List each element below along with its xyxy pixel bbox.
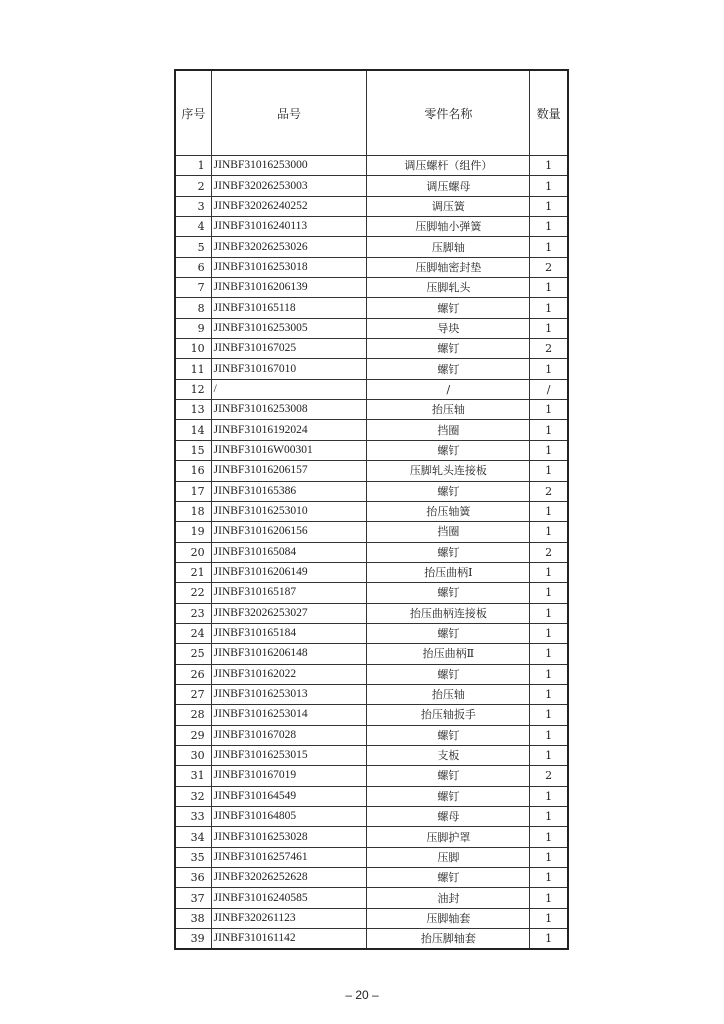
cell-code: JINBF310167019 <box>211 766 367 786</box>
table-row <box>175 644 568 664</box>
cell-qty: 1 <box>530 888 568 908</box>
table-row <box>175 868 568 888</box>
cell-name: 抬压轴扳手 <box>367 705 530 725</box>
cell-seq: 30 <box>175 745 211 765</box>
cell-code: JINBF310161142 <box>211 929 367 950</box>
cell-seq: 5 <box>175 237 211 257</box>
cell-code: JINBF31016206156 <box>211 522 367 542</box>
cell-code: JINBF310165118 <box>211 298 367 318</box>
cell-code: JINBF31016257461 <box>211 847 367 867</box>
cell-name: 导块 <box>367 318 530 338</box>
table-row <box>175 786 568 806</box>
cell-code: JINBF32026252628 <box>211 868 367 888</box>
cell-seq: 34 <box>175 827 211 847</box>
cell-qty: 1 <box>530 868 568 888</box>
table-row <box>175 807 568 827</box>
cell-name: 压脚轧头 <box>367 278 530 298</box>
table-row <box>175 908 568 928</box>
cell-name: 螺钉 <box>367 359 530 379</box>
cell-seq: 24 <box>175 623 211 643</box>
cell-seq: 26 <box>175 664 211 684</box>
cell-seq: 13 <box>175 400 211 420</box>
cell-seq: 31 <box>175 766 211 786</box>
cell-seq: 20 <box>175 542 211 562</box>
cell-qty: 1 <box>530 176 568 196</box>
cell-qty: 1 <box>530 400 568 420</box>
table-row <box>175 766 568 786</box>
cell-qty: / <box>530 379 568 399</box>
cell-seq: 18 <box>175 501 211 521</box>
table-row <box>175 339 568 359</box>
cell-name: 螺钉 <box>367 583 530 603</box>
cell-qty: 1 <box>530 705 568 725</box>
cell-name: 螺钉 <box>367 339 530 359</box>
cell-code: JINBF32026240252 <box>211 196 367 216</box>
cell-qty: 1 <box>530 359 568 379</box>
cell-code: / <box>211 379 367 399</box>
cell-code: JINBF310167010 <box>211 359 367 379</box>
cell-qty: 2 <box>530 481 568 501</box>
table-header-row <box>175 70 568 156</box>
cell-name: 抬压曲柄Ⅱ <box>367 644 530 664</box>
cell-name: 螺钉 <box>367 440 530 460</box>
cell-name: 挡圈 <box>367 522 530 542</box>
table-row <box>175 461 568 481</box>
cell-code: JINBF31016206149 <box>211 562 367 582</box>
table-row <box>175 623 568 643</box>
cell-qty: 1 <box>530 156 568 176</box>
cell-name: 油封 <box>367 888 530 908</box>
cell-name: 螺钉 <box>367 623 530 643</box>
table-row <box>175 217 568 237</box>
cell-qty: 2 <box>530 339 568 359</box>
cell-seq: 38 <box>175 908 211 928</box>
table-row <box>175 359 568 379</box>
parts-table <box>174 69 569 950</box>
cell-seq: 19 <box>175 522 211 542</box>
cell-qty: 1 <box>530 644 568 664</box>
cell-name: 螺母 <box>367 807 530 827</box>
cell-qty: 1 <box>530 725 568 745</box>
cell-seq: 29 <box>175 725 211 745</box>
cell-seq: 33 <box>175 807 211 827</box>
cell-qty: 1 <box>530 278 568 298</box>
cell-name: 支板 <box>367 745 530 765</box>
table-row <box>175 888 568 908</box>
cell-name: 螺钉 <box>367 664 530 684</box>
cell-name: 抬压轴 <box>367 400 530 420</box>
cell-code: JINBF310164805 <box>211 807 367 827</box>
cell-code: JINBF32026253026 <box>211 237 367 257</box>
cell-code: JINBF31016253005 <box>211 318 367 338</box>
cell-seq: 21 <box>175 562 211 582</box>
cell-name: 压脚轧头连接板 <box>367 461 530 481</box>
cell-code: JINBF310167028 <box>211 725 367 745</box>
table-row <box>175 562 568 582</box>
cell-seq: 39 <box>175 929 211 950</box>
cell-seq: 6 <box>175 257 211 277</box>
cell-seq: 4 <box>175 217 211 237</box>
table-row <box>175 420 568 440</box>
cell-seq: 1 <box>175 156 211 176</box>
cell-name: 抬压曲柄连接板 <box>367 603 530 623</box>
table-row <box>175 827 568 847</box>
cell-code: JINBF31016W00301 <box>211 440 367 460</box>
cell-code: JINBF310162022 <box>211 664 367 684</box>
cell-code: JINBF31016253028 <box>211 827 367 847</box>
cell-name: 螺钉 <box>367 725 530 745</box>
cell-name: 压脚护罩 <box>367 827 530 847</box>
cell-seq: 3 <box>175 196 211 216</box>
cell-seq: 28 <box>175 705 211 725</box>
table-row <box>175 176 568 196</box>
cell-name: 抬压轴 <box>367 684 530 704</box>
cell-qty: 1 <box>530 827 568 847</box>
cell-seq: 8 <box>175 298 211 318</box>
cell-code: JINBF31016253010 <box>211 501 367 521</box>
table-row <box>175 522 568 542</box>
cell-qty: 1 <box>530 908 568 928</box>
cell-name: 抬压轴簧 <box>367 501 530 521</box>
cell-qty: 1 <box>530 522 568 542</box>
cell-seq: 22 <box>175 583 211 603</box>
cell-name: 压脚 <box>367 847 530 867</box>
table-row <box>175 318 568 338</box>
cell-qty: 1 <box>530 562 568 582</box>
cell-qty: 1 <box>530 196 568 216</box>
cell-seq: 10 <box>175 339 211 359</box>
cell-name: 螺钉 <box>367 542 530 562</box>
cell-qty: 1 <box>530 217 568 237</box>
cell-qty: 1 <box>530 440 568 460</box>
cell-code: JINBF32026253027 <box>211 603 367 623</box>
cell-seq: 7 <box>175 278 211 298</box>
cell-name: 螺钉 <box>367 786 530 806</box>
cell-qty: 1 <box>530 745 568 765</box>
table-row <box>175 257 568 277</box>
table-row <box>175 237 568 257</box>
cell-code: JINBF310165187 <box>211 583 367 603</box>
cell-seq: 14 <box>175 420 211 440</box>
table-row <box>175 278 568 298</box>
cell-name: 压脚轴 <box>367 237 530 257</box>
cell-seq: 27 <box>175 684 211 704</box>
header-code: 品号 <box>211 70 367 156</box>
cell-code: JINBF32026253003 <box>211 176 367 196</box>
cell-code: JINBF31016253018 <box>211 257 367 277</box>
cell-name: 挡圈 <box>367 420 530 440</box>
cell-code: JINBF31016240585 <box>211 888 367 908</box>
cell-qty: 1 <box>530 664 568 684</box>
cell-name: 螺钉 <box>367 766 530 786</box>
cell-name: 螺钉 <box>367 298 530 318</box>
cell-name: 抬压曲柄Ⅰ <box>367 562 530 582</box>
cell-name: 调压簧 <box>367 196 530 216</box>
cell-name: 压脚轴小弹簧 <box>367 217 530 237</box>
table-row <box>175 501 568 521</box>
cell-seq: 2 <box>175 176 211 196</box>
cell-qty: 1 <box>530 461 568 481</box>
header-name: 零件名称 <box>367 70 530 156</box>
cell-code: JINBF310165084 <box>211 542 367 562</box>
cell-code: JINBF31016253014 <box>211 705 367 725</box>
cell-seq: 36 <box>175 868 211 888</box>
cell-qty: 1 <box>530 603 568 623</box>
cell-code: JINBF31016206148 <box>211 644 367 664</box>
cell-code: JINBF310164549 <box>211 786 367 806</box>
cell-code: JINBF31016253008 <box>211 400 367 420</box>
cell-code: JINBF310165386 <box>211 481 367 501</box>
table-row <box>175 379 568 399</box>
table-row <box>175 481 568 501</box>
table-row <box>175 400 568 420</box>
cell-qty: 1 <box>530 786 568 806</box>
cell-code: JINBF31016192024 <box>211 420 367 440</box>
table-row <box>175 664 568 684</box>
cell-seq: 11 <box>175 359 211 379</box>
cell-qty: 2 <box>530 542 568 562</box>
cell-code: JINBF310165184 <box>211 623 367 643</box>
cell-qty: 1 <box>530 237 568 257</box>
cell-seq: 17 <box>175 481 211 501</box>
cell-name: 调压螺杆（组件） <box>367 156 530 176</box>
cell-code: JINBF31016240113 <box>211 217 367 237</box>
cell-name: 调压螺母 <box>367 176 530 196</box>
table-row <box>175 705 568 725</box>
table-row <box>175 929 568 950</box>
table-row <box>175 745 568 765</box>
cell-qty: 2 <box>530 257 568 277</box>
table-row <box>175 603 568 623</box>
cell-name: 抬压脚轴套 <box>367 929 530 950</box>
cell-name: / <box>367 379 530 399</box>
cell-name: 螺钉 <box>367 868 530 888</box>
cell-qty: 1 <box>530 501 568 521</box>
cell-qty: 2 <box>530 766 568 786</box>
cell-seq: 16 <box>175 461 211 481</box>
cell-seq: 32 <box>175 786 211 806</box>
cell-seq: 25 <box>175 644 211 664</box>
cell-code: JINBF31016206157 <box>211 461 367 481</box>
cell-seq: 35 <box>175 847 211 867</box>
cell-qty: 1 <box>530 623 568 643</box>
cell-code: JINBF320261123 <box>211 908 367 928</box>
table-row <box>175 440 568 460</box>
cell-code: JINBF31016253013 <box>211 684 367 704</box>
cell-qty: 1 <box>530 420 568 440</box>
cell-qty: 1 <box>530 807 568 827</box>
cell-name: 压脚轴套 <box>367 908 530 928</box>
cell-name: 压脚轴密封垫 <box>367 257 530 277</box>
cell-code: JINBF31016253015 <box>211 745 367 765</box>
header-qty: 数量 <box>530 70 568 156</box>
cell-code: JINBF31016253000 <box>211 156 367 176</box>
table-row <box>175 298 568 318</box>
table-row <box>175 684 568 704</box>
cell-qty: 1 <box>530 318 568 338</box>
cell-seq: 15 <box>175 440 211 460</box>
cell-qty: 1 <box>530 929 568 950</box>
table-row <box>175 542 568 562</box>
table-row <box>175 847 568 867</box>
cell-seq: 9 <box>175 318 211 338</box>
table-row <box>175 196 568 216</box>
cell-qty: 1 <box>530 583 568 603</box>
table-row <box>175 156 568 176</box>
cell-seq: 12 <box>175 379 211 399</box>
cell-code: JINBF310167025 <box>211 339 367 359</box>
cell-qty: 1 <box>530 847 568 867</box>
cell-seq: 23 <box>175 603 211 623</box>
cell-name: 螺钉 <box>367 481 530 501</box>
page-number: – 20 – <box>345 988 379 1002</box>
cell-qty: 1 <box>530 684 568 704</box>
cell-qty: 1 <box>530 298 568 318</box>
header-seq: 序号 <box>175 70 211 156</box>
cell-seq: 37 <box>175 888 211 908</box>
table-row <box>175 583 568 603</box>
cell-code: JINBF31016206139 <box>211 278 367 298</box>
table-row <box>175 725 568 745</box>
